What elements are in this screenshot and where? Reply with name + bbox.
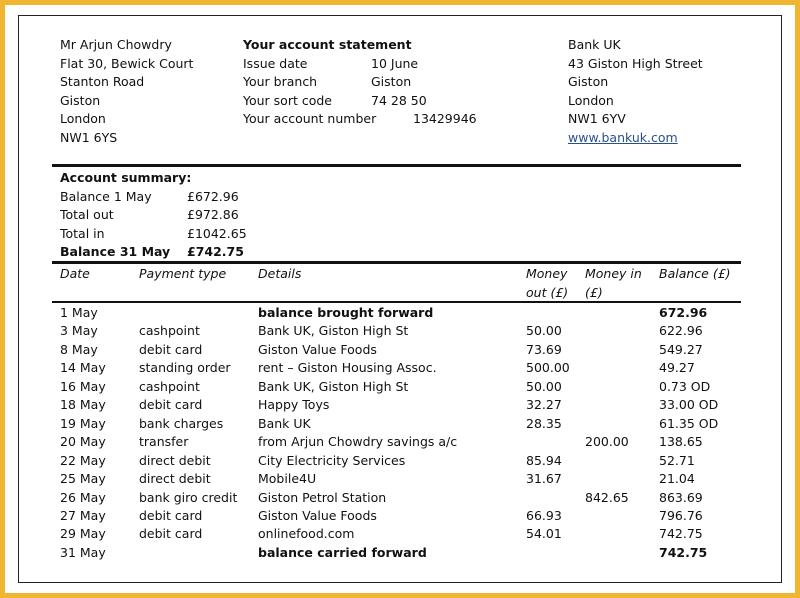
row-payment-type: direct debit xyxy=(139,452,211,468)
row-date: 29 May xyxy=(60,526,106,542)
row-payment-type: direct debit xyxy=(139,471,211,487)
row-money-out: 28.35 xyxy=(526,415,562,431)
customer-address-line: Flat 30, Bewick Court xyxy=(60,55,194,71)
table-row xyxy=(0,378,800,397)
row-payment-type: debit card xyxy=(139,341,203,357)
row-balance: 672.96 xyxy=(659,305,708,320)
row-details: Mobile4U xyxy=(258,471,317,487)
row-money-out: 66.93 xyxy=(526,507,562,523)
bank-address-line: London xyxy=(568,92,614,108)
summary-label: Total in xyxy=(60,225,105,241)
header-divider xyxy=(52,301,741,303)
row-money-out: 54.01 xyxy=(526,526,562,542)
table-row xyxy=(0,304,800,323)
row-details: Bank UK, Giston High St xyxy=(258,323,409,339)
row-payment-type: standing order xyxy=(139,360,231,376)
table-row xyxy=(0,341,800,360)
summary-label: Balance 1 May xyxy=(60,188,152,204)
row-date: 19 May xyxy=(60,415,106,431)
issue-date-value: 10 June xyxy=(371,55,419,71)
sort-code-value: 74 28 50 xyxy=(371,92,427,108)
row-payment-type: bank charges xyxy=(139,415,224,431)
table-row xyxy=(0,322,800,341)
row-details: City Electricity Services xyxy=(258,452,406,468)
row-details: onlinefood.com xyxy=(258,526,355,542)
statement-field-label: Your branch xyxy=(243,74,318,89)
row-details: Bank UK xyxy=(258,415,311,431)
table-row xyxy=(0,415,800,434)
row-balance: 549.27 xyxy=(659,341,703,357)
bank-website-link[interactable]: www.bankuk.com xyxy=(568,129,678,145)
row-balance: 796.76 xyxy=(659,507,703,523)
header-money-out xyxy=(526,265,568,302)
row-payment-type: debit card xyxy=(139,507,203,523)
summary-label: Total out xyxy=(60,207,114,222)
row-balance: 863.69 xyxy=(659,489,703,505)
row-date: 25 May xyxy=(60,471,106,487)
row-balance: 742.75 xyxy=(659,544,708,560)
row-money-out: 73.69 xyxy=(526,341,562,357)
summary-labels xyxy=(60,188,170,262)
table-row xyxy=(0,452,800,471)
row-details: Giston Petrol Station xyxy=(258,489,387,505)
row-money-out: 32.27 xyxy=(526,397,562,413)
row-payment-type: debit card xyxy=(139,397,203,413)
customer-address-line: London xyxy=(60,111,106,126)
row-details: Happy Toys xyxy=(258,397,330,413)
row-date: 22 May xyxy=(60,452,106,468)
row-money-out: 50.00 xyxy=(526,378,562,394)
bank-address-block xyxy=(568,36,703,147)
row-date: 1 May xyxy=(60,305,98,320)
table-row xyxy=(0,433,800,452)
row-balance: 33.00 OD xyxy=(659,397,719,413)
summary-value: £672.96 xyxy=(187,188,239,204)
customer-address-block xyxy=(60,36,193,147)
row-payment-type: cashpoint xyxy=(139,323,200,339)
row-date: 18 May xyxy=(60,397,106,413)
header-date: Date xyxy=(60,266,90,281)
row-date: 3 May xyxy=(60,323,98,339)
header-money-in-line: Money in xyxy=(585,266,642,281)
statement-field-label: Issue date xyxy=(243,55,308,71)
row-details: balance carried forward xyxy=(258,544,427,560)
section-divider xyxy=(52,261,741,264)
customer-name: Mr Arjun Chowdry xyxy=(60,37,172,52)
summary-title: Account summary: xyxy=(60,170,192,185)
row-details: Giston Value Foods xyxy=(258,507,377,523)
bank-address-line: Giston xyxy=(568,74,609,89)
row-date: 27 May xyxy=(60,507,106,523)
summary-values xyxy=(187,188,247,262)
bank-address-line: NW1 6YV xyxy=(568,111,626,126)
summary-label: Balance 31 May xyxy=(60,244,171,259)
row-balance: 138.65 xyxy=(659,434,703,450)
row-details: Giston Value Foods xyxy=(258,341,377,357)
row-details: Bank UK, Giston High St xyxy=(258,378,409,394)
statement-title: Your account statement xyxy=(243,37,412,52)
table-row xyxy=(0,396,800,415)
row-money-in: 842.65 xyxy=(585,489,629,505)
row-details: from Arjun Chowdry savings a/c xyxy=(258,434,458,450)
row-balance: 49.27 xyxy=(659,360,695,376)
row-date: 8 May xyxy=(60,341,98,357)
table-row xyxy=(0,359,800,378)
customer-address-line: NW1 6YS xyxy=(60,129,118,145)
row-date: 20 May xyxy=(60,434,106,450)
row-balance: 742.75 xyxy=(659,526,703,542)
section-divider xyxy=(52,164,741,167)
customer-address-line: Stanton Road xyxy=(60,74,145,89)
row-balance: 0.73 OD xyxy=(659,378,711,394)
row-balance: 21.04 xyxy=(659,471,695,487)
row-date: 14 May xyxy=(60,360,106,376)
bank-name: Bank UK xyxy=(568,37,621,52)
row-payment-type: bank giro credit xyxy=(139,489,238,505)
row-balance: 52.71 xyxy=(659,452,695,468)
summary-value: £742.75 xyxy=(187,244,244,259)
summary-value: £972.86 xyxy=(187,207,239,222)
row-money-out: 50.00 xyxy=(526,323,562,339)
row-payment-type: cashpoint xyxy=(139,378,200,394)
row-money-out: 500.00 xyxy=(526,360,570,376)
row-money-out: 85.94 xyxy=(526,452,562,468)
row-payment-type: debit card xyxy=(139,526,203,542)
bank-address-line: 43 Giston High Street xyxy=(568,55,703,71)
row-money-out: 31.67 xyxy=(526,471,562,487)
row-balance: 622.96 xyxy=(659,323,703,339)
row-money-in: 200.00 xyxy=(585,434,629,450)
table-row xyxy=(0,544,800,563)
table-row xyxy=(0,507,800,526)
header-money-out-line: Money xyxy=(526,266,568,281)
row-balance: 61.35 OD xyxy=(659,415,719,431)
row-details: rent – Giston Housing Assoc. xyxy=(258,360,437,376)
summary-value: £1042.65 xyxy=(187,225,247,241)
row-details: balance brought forward xyxy=(258,305,434,320)
statement-field-label: Your sort code xyxy=(243,92,332,108)
row-date: 31 May xyxy=(60,544,106,560)
header-money-in xyxy=(585,265,642,302)
table-row xyxy=(0,489,800,508)
statement-field-label: Your account number xyxy=(243,111,377,126)
header-payment-type: Payment type xyxy=(139,266,227,281)
customer-address-line: Giston xyxy=(60,92,101,108)
table-row xyxy=(0,525,800,544)
account-number-value: 13429946 xyxy=(413,111,477,126)
row-date: 26 May xyxy=(60,489,106,505)
header-money-in-line: (£) xyxy=(585,284,603,300)
statement-values-block xyxy=(371,55,427,111)
row-date: 16 May xyxy=(60,378,106,394)
row-payment-type: transfer xyxy=(139,434,189,450)
table-row xyxy=(0,470,800,489)
branch-value: Giston xyxy=(371,74,412,89)
header-details: Details xyxy=(258,266,302,281)
header-money-out-line: out (£) xyxy=(526,284,569,300)
header-balance: Balance (£) xyxy=(659,266,731,281)
